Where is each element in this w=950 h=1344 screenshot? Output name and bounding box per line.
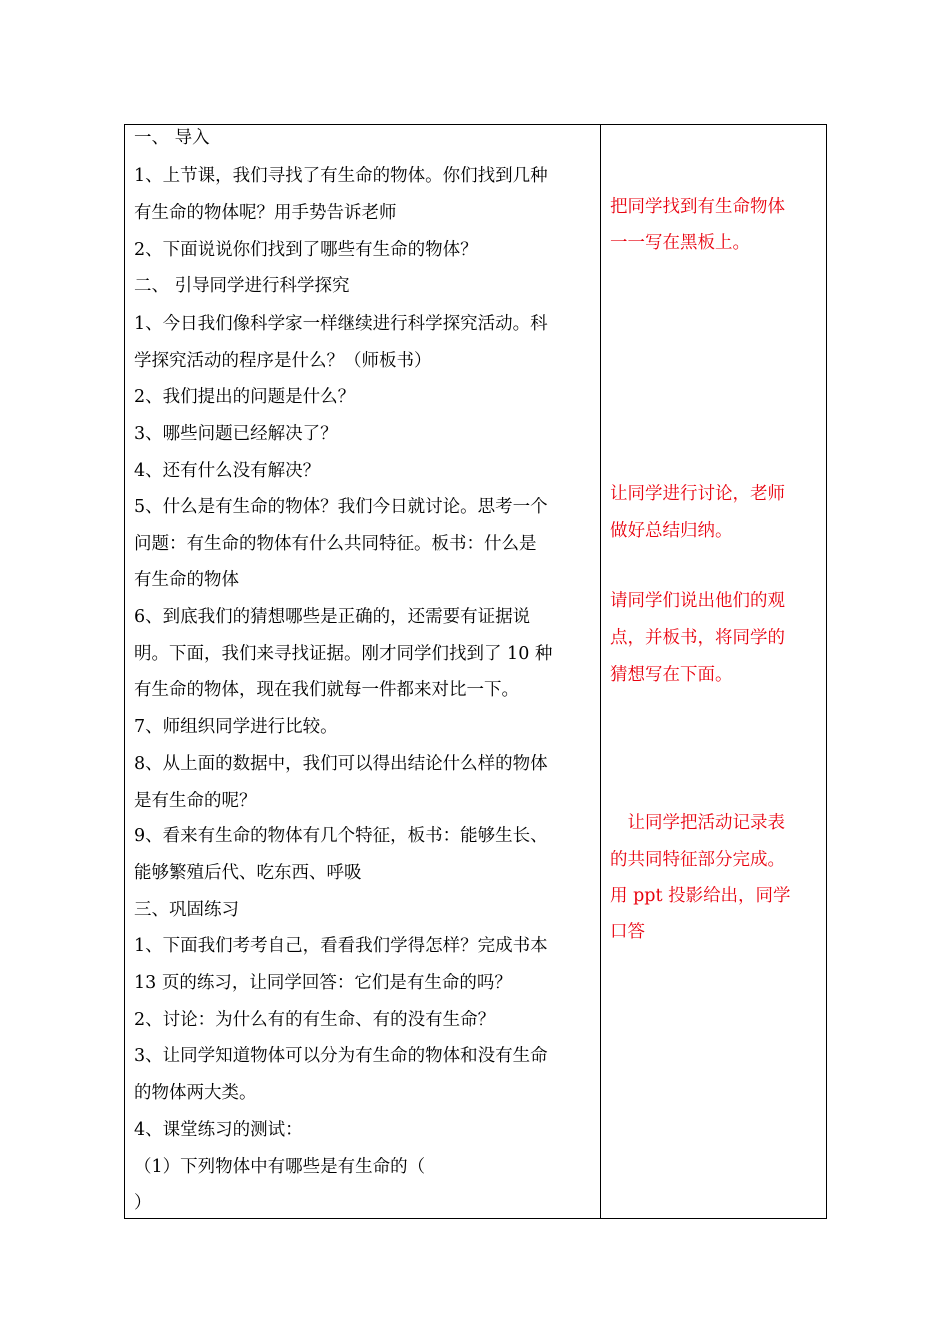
lesson-line: 8、从上面的数据中，我们可以得出结论什么样的物体 (134, 754, 548, 774)
lesson-line: 1、上节课，我们寻找了有生命的物体。你们找到几种 (134, 166, 548, 186)
note-line: 做好总结归纳。 (610, 521, 733, 541)
lesson-line: 2、讨论：为什么有的有生命、有的没有生命？ (134, 1010, 496, 1030)
note-line: 的共同特征部分完成。 (610, 850, 785, 870)
lesson-line: 2、我们提出的问题是什么？ (134, 387, 356, 407)
lesson-line: 三、巩固练习 (134, 900, 239, 920)
note-line: 让同学进行讨论，老师 (610, 484, 785, 504)
lesson-line: 的物体两大类。 (134, 1083, 257, 1103)
lesson-line: 能够繁殖后代、吃东西、呼吸 (134, 863, 362, 883)
lesson-line: 4、课堂练习的测试： (134, 1120, 303, 1140)
note-line: 让同学把活动记录表 (610, 813, 785, 833)
note-line: 一一写在黑板上。 (610, 233, 750, 253)
lesson-line: 3、哪些问题已经解决了？ (134, 424, 338, 444)
lesson-line: 一、 导入 (134, 128, 210, 148)
note-line: 把同学找到有生命物体 (610, 197, 785, 217)
lesson-line: 4、还有什么没有解决？ (134, 461, 321, 481)
lesson-line: 是有生命的呢？ (134, 791, 257, 811)
lesson-line: （1）下列物体中有哪些是有生命的（ (134, 1157, 426, 1177)
note-line: 口答 (610, 922, 645, 942)
lesson-line: 3、让同学知道物体可以分为有生命的物体和没有生命 (134, 1046, 548, 1066)
column-divider (600, 125, 601, 1218)
note-line: 用 ppt 投影给出，同学 (610, 886, 791, 906)
lesson-line: 13 页的练习，让同学回答：它们是有生命的吗？ (134, 973, 512, 993)
lesson-line: 二、 引导同学进行科学探究 (134, 276, 350, 296)
lesson-line: ） (134, 1193, 152, 1213)
lesson-line: 2、下面说说你们找到了哪些有生命的物体？ (134, 240, 478, 260)
note-line: 点，并板书，将同学的 (610, 628, 785, 648)
lesson-plan-table (124, 124, 827, 1219)
lesson-line: 1、下面我们考考自己，看看我们学得怎样？完成书本 (134, 936, 548, 956)
lesson-line: 问题：有生命的物体有什么共同特征。板书：什么是 (134, 534, 537, 554)
lesson-line: 5、什么是有生命的物体？我们今日就讨论。思考一个 (134, 497, 548, 517)
lesson-line: 有生命的物体 (134, 570, 239, 590)
lesson-line: 学探究活动的程序是什么？（师板书） (134, 351, 432, 371)
lesson-line: 明。下面，我们来寻找证据。刚才同学们找到了 10 种 (134, 644, 553, 664)
lesson-line: 9、看来有生命的物体有几个特征，板书：能够生长、 (134, 826, 548, 846)
lesson-line: 1、今日我们像科学家一样继续进行科学探究活动。科 (134, 314, 548, 334)
note-line: 请同学们说出他们的观 (610, 591, 785, 611)
note-line: 猜想写在下面。 (610, 665, 733, 685)
lesson-line: 7、师组织同学进行比较。 (134, 717, 338, 737)
lesson-line: 有生命的物体呢？用手势告诉老师 (134, 203, 397, 223)
lesson-line: 6、到底我们的猜想哪些是正确的，还需要有证据说 (134, 607, 531, 627)
lesson-line: 有生命的物体，现在我们就每一件都来对比一下。 (134, 680, 519, 700)
